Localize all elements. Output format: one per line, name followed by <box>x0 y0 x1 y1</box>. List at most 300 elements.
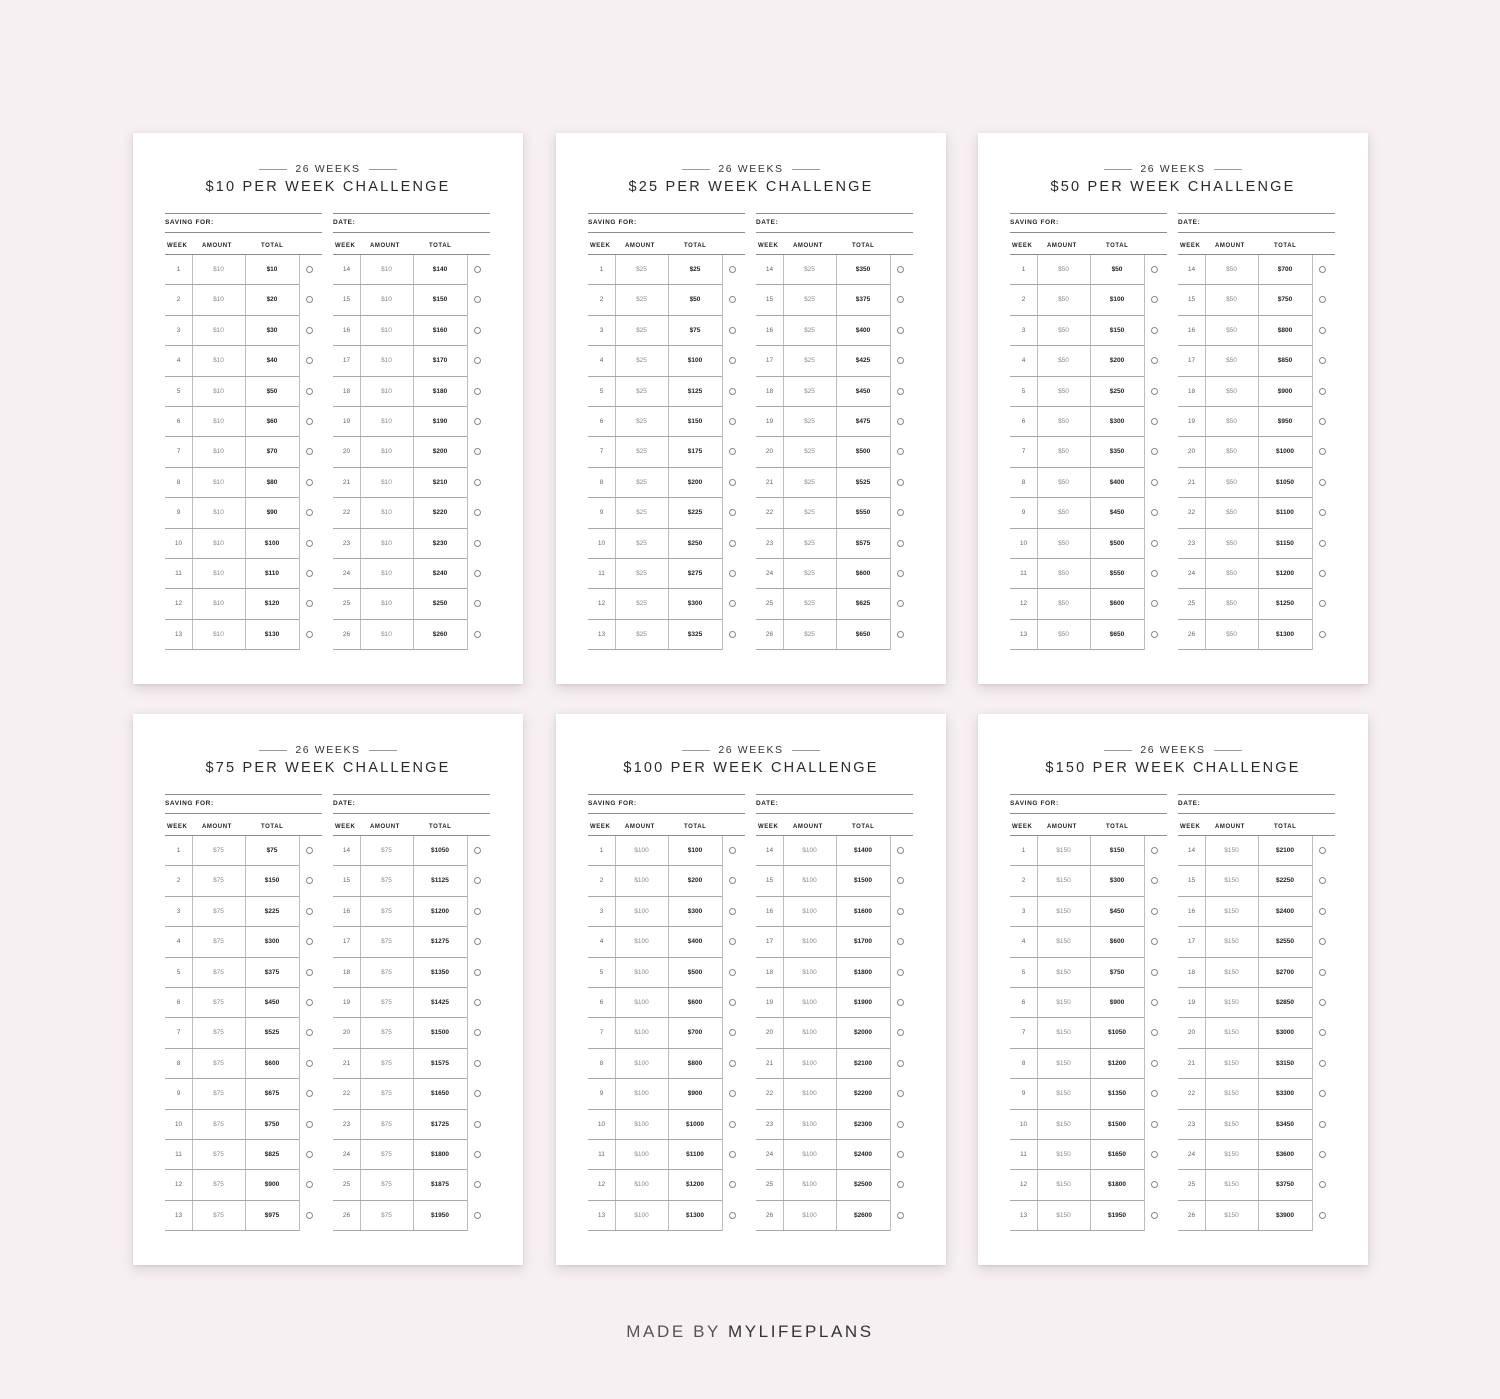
amount-value: $150 <box>1224 968 1239 976</box>
table-row <box>165 468 322 498</box>
checkbox-circle-icon[interactable] <box>1319 1060 1326 1067</box>
total-value: $900 <box>1109 998 1125 1006</box>
total-value: $650 <box>1109 630 1125 638</box>
checkbox-circle-icon[interactable] <box>306 296 313 303</box>
checkbox-circle-icon[interactable] <box>306 600 313 607</box>
date-field[interactable] <box>1178 794 1335 814</box>
checkbox-circle-icon[interactable] <box>729 388 736 395</box>
week-number: 21 <box>1187 478 1196 486</box>
checkbox-circle-icon[interactable] <box>1151 1090 1158 1097</box>
header-amount: AMOUNT <box>202 824 232 830</box>
checkbox-circle-icon[interactable] <box>897 509 904 516</box>
checkbox-circle-icon[interactable] <box>729 1212 736 1219</box>
divider-line <box>1104 169 1132 170</box>
header-week: WEEK <box>335 243 356 249</box>
checkbox-circle-icon[interactable] <box>1151 1121 1158 1128</box>
checkbox-circle-icon[interactable] <box>1151 448 1158 455</box>
total-value: $675 <box>264 1090 280 1098</box>
checkbox-circle-icon[interactable] <box>306 631 313 638</box>
checkbox-circle-icon[interactable] <box>897 1060 904 1067</box>
checkbox-circle-icon[interactable] <box>729 327 736 334</box>
checkbox-circle-icon[interactable] <box>729 999 736 1006</box>
checkbox-circle-icon[interactable] <box>897 1029 904 1036</box>
checkbox-circle-icon[interactable] <box>1151 540 1158 547</box>
header-week: WEEK <box>1012 243 1033 249</box>
checkbox-circle-icon[interactable] <box>729 847 736 854</box>
checkbox-circle-icon[interactable] <box>306 388 313 395</box>
checkbox-circle-icon[interactable] <box>474 388 481 395</box>
saving-for-field[interactable] <box>165 213 322 233</box>
checkbox-circle-icon[interactable] <box>729 877 736 884</box>
week-number: 14 <box>1187 847 1196 854</box>
week-number: 22 <box>765 1090 774 1098</box>
amount-value: $50 <box>1058 600 1069 608</box>
week-number: 8 <box>1021 478 1026 486</box>
checkbox-circle-icon[interactable] <box>1319 327 1326 334</box>
header-total: TOTAL <box>852 243 875 249</box>
saving-for-label: SAVING FOR: <box>1010 219 1059 226</box>
header-amount: AMOUNT <box>1215 824 1245 830</box>
total-value: $1725 <box>430 1120 450 1128</box>
checkbox-circle-icon[interactable] <box>897 357 904 364</box>
checkbox-circle-icon[interactable] <box>729 938 736 945</box>
checkbox-circle-icon[interactable] <box>306 418 313 425</box>
checkbox-circle-icon[interactable] <box>729 540 736 547</box>
subtitle-row <box>133 163 523 175</box>
checkbox-circle-icon[interactable] <box>897 266 904 273</box>
checkbox-circle-icon[interactable] <box>474 1121 481 1128</box>
checkbox-circle-icon[interactable] <box>474 1090 481 1097</box>
checkbox-circle-icon[interactable] <box>1319 570 1326 577</box>
checkbox-circle-icon[interactable] <box>474 1060 481 1067</box>
checkbox-circle-icon[interactable] <box>729 969 736 976</box>
checkbox-circle-icon[interactable] <box>474 999 481 1006</box>
total-value: $1200 <box>430 907 450 915</box>
week-number: 19 <box>765 417 774 425</box>
total-value: $400 <box>1109 478 1125 486</box>
checkbox-circle-icon[interactable] <box>729 908 736 915</box>
checkbox-circle-icon[interactable] <box>1151 600 1158 607</box>
checkbox-circle-icon[interactable] <box>306 999 313 1006</box>
checkbox-circle-icon[interactable] <box>1151 1029 1158 1036</box>
checkbox-circle-icon[interactable] <box>306 327 313 334</box>
challenge-page <box>978 714 1368 1265</box>
checkbox-circle-icon[interactable] <box>474 540 481 547</box>
saving-for-label: SAVING FOR: <box>588 800 637 807</box>
checkbox-circle-icon[interactable] <box>474 418 481 425</box>
checkbox-circle-icon[interactable] <box>306 570 313 577</box>
total-value: $375 <box>855 296 871 304</box>
checkbox-circle-icon[interactable] <box>1151 327 1158 334</box>
table-row <box>1010 988 1167 1018</box>
checkbox-circle-icon[interactable] <box>306 1090 313 1097</box>
checkbox-circle-icon[interactable] <box>474 877 481 884</box>
checkbox-circle-icon[interactable] <box>1151 296 1158 303</box>
amount-value: $10 <box>213 326 224 334</box>
table-row <box>588 1140 745 1170</box>
total-value: $3150 <box>1275 1059 1295 1067</box>
checkbox-circle-icon[interactable] <box>729 1090 736 1097</box>
table-row <box>756 285 913 315</box>
amount-value: $100 <box>802 1090 817 1098</box>
table-row <box>165 927 322 957</box>
saving-for-field[interactable] <box>588 794 745 814</box>
checkbox-circle-icon[interactable] <box>306 479 313 486</box>
amount-value: $25 <box>636 357 647 365</box>
amount-value: $10 <box>381 357 392 365</box>
total-value: $220 <box>432 509 448 517</box>
amount-value: $50 <box>1226 357 1237 365</box>
week-number: 3 <box>599 326 604 334</box>
saving-for-field[interactable] <box>165 794 322 814</box>
week-number: 25 <box>342 1181 351 1189</box>
checkbox-circle-icon[interactable] <box>306 266 313 273</box>
checkbox-circle-icon[interactable] <box>1151 479 1158 486</box>
total-value: $2250 <box>1275 877 1295 885</box>
header-total: TOTAL <box>1106 243 1129 249</box>
checkbox-circle-icon[interactable] <box>1319 388 1326 395</box>
checkbox-circle-icon[interactable] <box>729 479 736 486</box>
total-value: $2100 <box>853 1059 873 1067</box>
amount-value: $25 <box>636 600 647 608</box>
checkbox-circle-icon[interactable] <box>729 418 736 425</box>
date-field[interactable] <box>756 794 913 814</box>
challenge-page <box>978 133 1368 684</box>
total-value: $2400 <box>1275 907 1295 915</box>
total-value: $800 <box>687 1059 703 1067</box>
checkbox-circle-icon[interactable] <box>897 847 904 854</box>
amount-value: $100 <box>802 1120 817 1128</box>
checkbox-circle-icon[interactable] <box>897 600 904 607</box>
table-row <box>588 1201 745 1231</box>
total-value: $1000 <box>685 1120 705 1128</box>
checkbox-circle-icon[interactable] <box>1151 877 1158 884</box>
date-field[interactable] <box>333 794 490 814</box>
amount-value: $10 <box>381 387 392 395</box>
checkbox-circle-icon[interactable] <box>1319 448 1326 455</box>
checkbox-circle-icon[interactable] <box>1151 938 1158 945</box>
checkbox-circle-icon[interactable] <box>729 1151 736 1158</box>
checkbox-circle-icon[interactable] <box>1151 631 1158 638</box>
week-number: 19 <box>765 998 774 1006</box>
checkbox-circle-icon[interactable] <box>1319 357 1326 364</box>
checkbox-circle-icon[interactable] <box>306 938 313 945</box>
checkbox-circle-icon[interactable] <box>897 908 904 915</box>
week-number: 23 <box>1187 1120 1196 1128</box>
amount-value: $50 <box>1226 448 1237 456</box>
week-number: 24 <box>765 569 774 577</box>
checkbox-circle-icon[interactable] <box>1151 999 1158 1006</box>
checkbox-circle-icon[interactable] <box>729 448 736 455</box>
checkbox-circle-icon[interactable] <box>306 1121 313 1128</box>
checkbox-circle-icon[interactable] <box>897 1090 904 1097</box>
checkbox-circle-icon[interactable] <box>897 448 904 455</box>
checkbox-circle-icon[interactable] <box>1151 509 1158 516</box>
checkbox-circle-icon[interactable] <box>897 1212 904 1219</box>
week-number: 16 <box>1187 907 1196 915</box>
checkbox-circle-icon[interactable] <box>306 908 313 915</box>
header-amount: AMOUNT <box>1047 243 1077 249</box>
total-value: $1300 <box>1275 630 1295 638</box>
week-number: 22 <box>765 509 774 517</box>
table-row <box>333 529 490 559</box>
checkbox-circle-icon[interactable] <box>1319 999 1326 1006</box>
total-value: $75 <box>689 326 701 334</box>
checkbox-circle-icon[interactable] <box>1151 1212 1158 1219</box>
checkbox-circle-icon[interactable] <box>897 1151 904 1158</box>
week-number: 14 <box>342 847 351 854</box>
date-field[interactable] <box>1178 213 1335 233</box>
checkbox-circle-icon[interactable] <box>1319 479 1326 486</box>
table-row <box>333 1110 490 1140</box>
checkbox-circle-icon[interactable] <box>897 540 904 547</box>
checkbox-circle-icon[interactable] <box>306 509 313 516</box>
table-row <box>588 529 745 559</box>
amount-value: $100 <box>634 1211 649 1219</box>
checkbox-circle-icon[interactable] <box>474 357 481 364</box>
amount-value: $150 <box>1224 907 1239 915</box>
amount-value: $25 <box>636 509 647 517</box>
checkbox-circle-icon[interactable] <box>897 388 904 395</box>
checkbox-circle-icon[interactable] <box>474 969 481 976</box>
checkbox-circle-icon[interactable] <box>1319 969 1326 976</box>
checkbox-circle-icon[interactable] <box>306 1212 313 1219</box>
total-value: $1200 <box>1107 1059 1127 1067</box>
amount-value: $25 <box>804 509 815 517</box>
checkbox-circle-icon[interactable] <box>306 448 313 455</box>
date-label: DATE: <box>333 800 356 807</box>
checkbox-circle-icon[interactable] <box>1151 969 1158 976</box>
amount-value: $25 <box>804 539 815 547</box>
total-value: $400 <box>855 326 871 334</box>
checkbox-circle-icon[interactable] <box>474 1181 481 1188</box>
checkbox-circle-icon[interactable] <box>1151 1060 1158 1067</box>
week-number: 21 <box>342 478 351 486</box>
week-number: 10 <box>174 1120 183 1128</box>
checkbox-circle-icon[interactable] <box>897 418 904 425</box>
total-value: $600 <box>264 1059 280 1067</box>
checkbox-circle-icon[interactable] <box>1319 938 1326 945</box>
checkbox-circle-icon[interactable] <box>897 1181 904 1188</box>
date-label: DATE: <box>756 219 779 226</box>
table-row <box>165 498 322 528</box>
total-value: $700 <box>687 1029 703 1037</box>
checkbox-circle-icon[interactable] <box>897 631 904 638</box>
checkbox-circle-icon[interactable] <box>897 999 904 1006</box>
divider-line <box>792 750 820 751</box>
checkbox-circle-icon[interactable] <box>474 600 481 607</box>
week-number: 23 <box>765 1120 774 1128</box>
checkbox-circle-icon[interactable] <box>1151 570 1158 577</box>
checkbox-circle-icon[interactable] <box>729 296 736 303</box>
checkbox-circle-icon[interactable] <box>474 1029 481 1036</box>
amount-value: $150 <box>1056 1059 1071 1067</box>
amount-value: $25 <box>636 569 647 577</box>
amount-value: $10 <box>213 600 224 608</box>
total-value: $450 <box>855 387 871 395</box>
checkbox-circle-icon[interactable] <box>897 479 904 486</box>
checkbox-circle-icon[interactable] <box>729 509 736 516</box>
checkbox-circle-icon[interactable] <box>1151 388 1158 395</box>
total-value: $3450 <box>1275 1120 1295 1128</box>
checkbox-circle-icon[interactable] <box>729 1121 736 1128</box>
checkbox-circle-icon[interactable] <box>474 570 481 577</box>
amount-value: $25 <box>804 569 815 577</box>
checkbox-circle-icon[interactable] <box>474 327 481 334</box>
checkbox-circle-icon[interactable] <box>1319 418 1326 425</box>
week-number: 16 <box>342 907 351 915</box>
checkbox-circle-icon[interactable] <box>729 570 736 577</box>
saving-for-field[interactable] <box>1010 213 1167 233</box>
total-value: $2400 <box>853 1150 873 1158</box>
checkbox-circle-icon[interactable] <box>1319 847 1326 854</box>
amount-value: $50 <box>1058 296 1069 304</box>
checkbox-circle-icon[interactable] <box>897 327 904 334</box>
amount-value: $100 <box>634 907 649 915</box>
total-value: $100 <box>264 539 280 547</box>
week-number: 8 <box>599 478 604 486</box>
checkbox-circle-icon[interactable] <box>1319 1181 1326 1188</box>
checkbox-circle-icon[interactable] <box>474 479 481 486</box>
table-row <box>756 377 913 407</box>
checkbox-circle-icon[interactable] <box>1319 509 1326 516</box>
checkbox-circle-icon[interactable] <box>306 877 313 884</box>
checkbox-circle-icon[interactable] <box>1151 357 1158 364</box>
date-field[interactable] <box>756 213 913 233</box>
saving-for-field[interactable] <box>1010 794 1167 814</box>
checkbox-circle-icon[interactable] <box>1319 1121 1326 1128</box>
week-number: 18 <box>1187 387 1196 395</box>
checkbox-circle-icon[interactable] <box>474 938 481 945</box>
checkbox-circle-icon[interactable] <box>306 540 313 547</box>
checkbox-circle-icon[interactable] <box>306 1060 313 1067</box>
checkbox-circle-icon[interactable] <box>474 908 481 915</box>
checkbox-circle-icon[interactable] <box>474 266 481 273</box>
amount-value: $150 <box>1224 1029 1239 1037</box>
checkbox-circle-icon[interactable] <box>306 1151 313 1158</box>
total-value: $40 <box>266 357 278 365</box>
checkbox-circle-icon[interactable] <box>474 847 481 854</box>
checkbox-circle-icon[interactable] <box>1319 600 1326 607</box>
checkbox-circle-icon[interactable] <box>474 631 481 638</box>
checkbox-circle-icon[interactable] <box>729 357 736 364</box>
total-value: $400 <box>687 938 703 946</box>
table-row <box>1178 988 1335 1018</box>
table-row <box>165 1049 322 1079</box>
amount-value: $100 <box>802 998 817 1006</box>
week-number: 23 <box>342 1120 351 1128</box>
checkbox-circle-icon[interactable] <box>729 1029 736 1036</box>
checkbox-circle-icon[interactable] <box>474 509 481 516</box>
checkbox-circle-icon[interactable] <box>1319 877 1326 884</box>
checkbox-circle-icon[interactable] <box>1319 908 1326 915</box>
table-row <box>1010 559 1167 589</box>
date-field[interactable] <box>333 213 490 233</box>
table-row <box>333 1079 490 1109</box>
checkbox-circle-icon[interactable] <box>1319 1212 1326 1219</box>
checkbox-circle-icon[interactable] <box>1319 266 1326 273</box>
total-value: $500 <box>1109 539 1125 547</box>
amount-value: $10 <box>381 539 392 547</box>
checkbox-circle-icon[interactable] <box>1319 540 1326 547</box>
total-value: $150 <box>264 877 280 885</box>
checkbox-circle-icon[interactable] <box>1151 847 1158 854</box>
checkbox-circle-icon[interactable] <box>474 448 481 455</box>
week-number: 5 <box>176 387 181 395</box>
checkbox-circle-icon[interactable] <box>306 1181 313 1188</box>
weeks-table <box>1178 255 1335 650</box>
checkbox-circle-icon[interactable] <box>729 600 736 607</box>
amount-value: $150 <box>1224 1211 1239 1219</box>
checkbox-circle-icon[interactable] <box>306 1029 313 1036</box>
weeks-table <box>588 255 745 650</box>
checkbox-circle-icon[interactable] <box>1151 908 1158 915</box>
subtitle-row <box>556 744 946 756</box>
checkbox-circle-icon[interactable] <box>1319 631 1326 638</box>
week-number: 7 <box>176 448 181 456</box>
table-row <box>588 468 745 498</box>
week-number: 20 <box>1187 1029 1196 1037</box>
table-row <box>756 346 913 376</box>
page-subtitle: 26 WEEKS <box>1140 744 1206 756</box>
week-number: 21 <box>765 478 774 486</box>
week-number: 19 <box>342 417 351 425</box>
checkbox-circle-icon[interactable] <box>1319 1090 1326 1097</box>
checkbox-circle-icon[interactable] <box>897 1121 904 1128</box>
checkbox-circle-icon[interactable] <box>897 296 904 303</box>
table-row <box>165 1170 322 1200</box>
checkbox-circle-icon[interactable] <box>306 969 313 976</box>
checkbox-circle-icon[interactable] <box>897 570 904 577</box>
total-value: $25 <box>689 266 701 273</box>
amount-value: $50 <box>1226 630 1237 638</box>
checkbox-circle-icon[interactable] <box>1151 1181 1158 1188</box>
saving-for-field[interactable] <box>588 213 745 233</box>
subtitle-row <box>556 163 946 175</box>
checkbox-circle-icon[interactable] <box>729 631 736 638</box>
checkbox-circle-icon[interactable] <box>729 1060 736 1067</box>
checkbox-circle-icon[interactable] <box>1319 1029 1326 1036</box>
saving-for-label: SAVING FOR: <box>165 219 214 226</box>
weeks-table <box>1178 836 1335 1231</box>
table-row <box>333 377 490 407</box>
total-value: $425 <box>855 357 871 365</box>
table-row <box>588 498 745 528</box>
checkbox-circle-icon[interactable] <box>897 969 904 976</box>
header-week: WEEK <box>167 243 188 249</box>
checkbox-circle-icon[interactable] <box>1151 266 1158 273</box>
checkbox-circle-icon[interactable] <box>897 938 904 945</box>
checkbox-circle-icon[interactable] <box>897 877 904 884</box>
total-value: $1125 <box>431 877 449 885</box>
checkbox-circle-icon[interactable] <box>474 296 481 303</box>
checkbox-circle-icon[interactable] <box>1319 296 1326 303</box>
checkbox-circle-icon[interactable] <box>474 1151 481 1158</box>
checkbox-circle-icon[interactable] <box>729 266 736 273</box>
checkbox-circle-icon[interactable] <box>1151 1151 1158 1158</box>
total-value: $225 <box>264 907 280 915</box>
total-value: $525 <box>855 478 871 486</box>
checkbox-circle-icon[interactable] <box>1151 418 1158 425</box>
checkbox-circle-icon[interactable] <box>306 357 313 364</box>
amount-value: $50 <box>1226 509 1237 517</box>
checkbox-circle-icon[interactable] <box>306 847 313 854</box>
checkbox-circle-icon[interactable] <box>729 1181 736 1188</box>
checkbox-circle-icon[interactable] <box>1319 1151 1326 1158</box>
total-value: $475 <box>855 417 871 425</box>
checkbox-circle-icon[interactable] <box>474 1212 481 1219</box>
table-row <box>588 407 745 437</box>
